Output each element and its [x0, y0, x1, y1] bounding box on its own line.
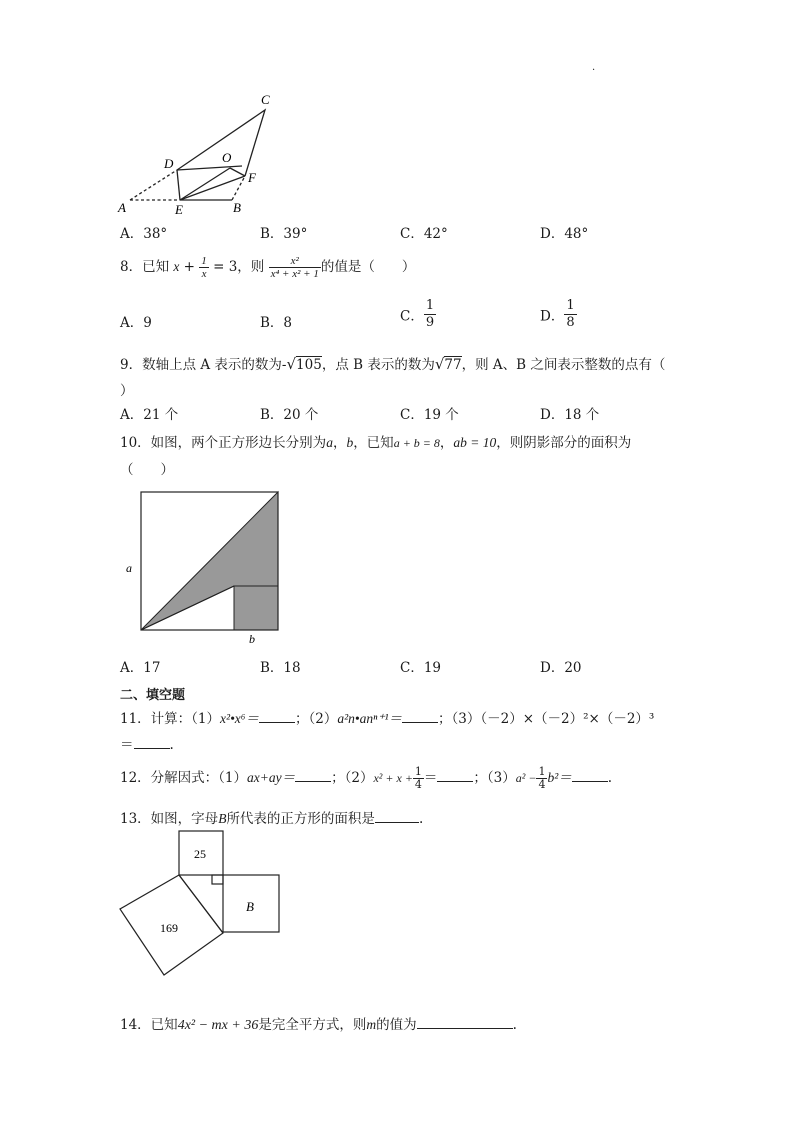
q12-expr3b: b²＝: [547, 770, 572, 785]
header-dot: .: [592, 62, 596, 73]
q12-part3-label: ；（3）: [473, 770, 516, 786]
q7-label-a: A: [118, 200, 126, 215]
q13-letter-b: B: [218, 811, 227, 826]
q14-var-m: m: [366, 1017, 377, 1032]
q9-text-c: ，则 A、B 之间表示整数的点有（: [461, 357, 666, 373]
q7-label-c: C: [261, 92, 270, 107]
q13-text-b: 所代表的正方形的面积是: [226, 811, 375, 827]
q9-text-b: ，点 B 表示的数为: [321, 357, 435, 373]
q10-text-c: ，则阴影部分的面积为: [496, 435, 632, 451]
q12-part2-label: ；（2）: [331, 770, 374, 786]
q13-blank[interactable]: [375, 808, 419, 823]
q14-expr: 4x² − mx + 36: [177, 1018, 259, 1033]
q13-stem: [120, 807, 423, 827]
q10-option-c: C．19: [400, 660, 442, 676]
q7-line-of: [230, 168, 245, 176]
q12-blank-2[interactable]: [437, 767, 473, 782]
q10-var-b: b: [346, 435, 354, 450]
q14-end: .: [512, 1017, 517, 1033]
q7-option-b: B．39°: [260, 226, 308, 242]
q10-stem: 10．如图，两个正方形边长分别为a，b，已知a + b = 8，ab = 10，则阴影部分的面积为: [120, 435, 632, 451]
section-heading-fill-blank: 二、填空题: [120, 688, 186, 703]
q12-stem: [120, 764, 612, 792]
q11-end: .: [169, 737, 174, 753]
q12-expr2a: x² + x +: [373, 771, 413, 785]
q13-figure: [116, 825, 316, 985]
q10-option-d: D．20: [540, 660, 582, 676]
q14-text-c: 的值为: [376, 1017, 417, 1033]
q8-option-c: [400, 298, 436, 331]
q11-expr2: a²n•anⁿ⁺¹＝: [337, 711, 403, 726]
q12-part1-label: 12．分解因式：（1）: [120, 770, 248, 786]
q7-label-d: D: [164, 156, 174, 171]
q9-option-d: D．18 个: [540, 407, 600, 423]
q8-expr: $\frac{\text{x²}}{\text{x⁴ + x² + 1}}$: [270, 255, 319, 280]
q10-text-b: ，已知: [353, 435, 394, 451]
q14-text-a: 14．已知: [120, 1017, 178, 1033]
q10-figure: [122, 488, 292, 648]
q13-end: .: [418, 811, 424, 827]
q7-option-c: C．42°: [400, 226, 448, 242]
q10-cond1: a + b = 8: [393, 436, 440, 450]
q10-option-a: A．17: [120, 660, 161, 676]
q8-option-c-frac: $\frac{1}{9}$: [425, 298, 435, 330]
q8-option-b: B．8: [260, 315, 293, 331]
q11-expr1: x²•x⁶＝: [220, 711, 259, 726]
q8-option-d-frac: $\frac{1}{8}$: [566, 298, 575, 330]
q8-option-d-label: D．: [540, 308, 565, 325]
q8-prefix: 8．已知: [120, 259, 170, 275]
q14-blank[interactable]: [417, 1014, 513, 1029]
q7-label-f: F: [248, 170, 256, 185]
q8-option-a: A．9: [120, 315, 152, 331]
q12-blank-3[interactable]: [572, 767, 608, 782]
q8-option-d: [540, 298, 577, 331]
q13-label-b: B: [246, 899, 254, 914]
q11-part1-label: 11．计算：（1）: [120, 711, 221, 727]
q10-label-b: b: [249, 632, 255, 646]
q8-mid: ，则: [237, 259, 265, 275]
q8-option-c-label: C．: [400, 308, 424, 325]
q7-option-a: A．38°: [120, 226, 168, 242]
q13-label-169: 169: [160, 921, 178, 935]
q8-suffix: 的值是（ ）: [320, 259, 416, 275]
q10-text-a: 10．如图，两个正方形边长分别为: [120, 435, 327, 451]
q8-cond-eq: = 3: [213, 259, 238, 275]
q7-figure: [112, 88, 292, 218]
q7-label-o: O: [222, 150, 232, 165]
q7-dashed-ad: [130, 170, 177, 200]
q8-stem: 8．已知 x + $\frac{1}{x}$ = 3，则 $\frac{\text{x²}}{\text{x⁴ + x² + 1}}$ 的值是（ ）: [120, 255, 416, 280]
q11-part3-label: ；（3）（－2）×（－2）²×（－2）³: [438, 711, 655, 727]
q10-stem-line2: （ ）: [120, 462, 174, 478]
q7-label-b: B: [233, 200, 241, 215]
q10-var-a: a: [326, 435, 333, 450]
q13-label-25: 25: [194, 847, 206, 861]
q12-end: .: [607, 770, 613, 786]
q9-root-77: 77: [444, 357, 462, 373]
q11-stem: [120, 707, 654, 727]
q11-blank-1[interactable]: [259, 708, 295, 723]
q9-root-105: 105: [296, 357, 322, 373]
q12-expr2-eq: ＝: [423, 770, 438, 786]
q9-option-b: B．20 个: [260, 407, 319, 423]
q8-cond-x: x: [173, 259, 180, 274]
q10-option-b: B．18: [260, 660, 301, 676]
q9-stem: 9．数轴上点 A 表示的数为-√105，点 B 表示的数为√77，则 A、B 之间表示整数的点有（: [120, 355, 666, 373]
q9-stem-line2: ）: [120, 383, 134, 399]
q9-option-a: A．21 个: [120, 407, 179, 423]
q13-right-angle-mark: [212, 875, 223, 884]
q11-blank-2[interactable]: [402, 708, 438, 723]
q9-option-c: C．19 个: [400, 407, 459, 423]
q10-shaded-small-square: [234, 586, 278, 630]
q7-line-dcf: [177, 110, 265, 176]
q11-eq: ＝: [120, 737, 134, 753]
q11-stem-line2: [120, 733, 174, 753]
q13-text-a: 13．如图，字母: [120, 811, 219, 827]
q12-expr2-frac: $\frac{1}{4}$: [414, 765, 422, 791]
q14-text-b: 是完全平方式，则: [258, 1017, 367, 1033]
q12-expr1: ax+ay＝: [247, 770, 296, 785]
q10-cond2: ab = 10: [453, 435, 497, 450]
q14-stem: [120, 1013, 517, 1034]
q12-expr3-frac: $\frac{1}{4}$: [538, 765, 546, 791]
q10-label-a: a: [126, 561, 132, 575]
q9-text-a: 9．数轴上点 A 表示的数为-: [120, 357, 287, 373]
q7-label-e: E: [175, 202, 183, 217]
q12-expr3a: a² −: [515, 771, 537, 785]
q11-blank-3[interactable]: [134, 734, 170, 749]
q8-cond-frac: $\frac{1}{x}$: [201, 255, 207, 280]
q11-part2-label: ；（2）: [294, 711, 338, 727]
q7-option-d: D．48°: [540, 226, 589, 242]
q7-line-de: [177, 170, 180, 200]
q12-blank-1[interactable]: [295, 767, 331, 782]
